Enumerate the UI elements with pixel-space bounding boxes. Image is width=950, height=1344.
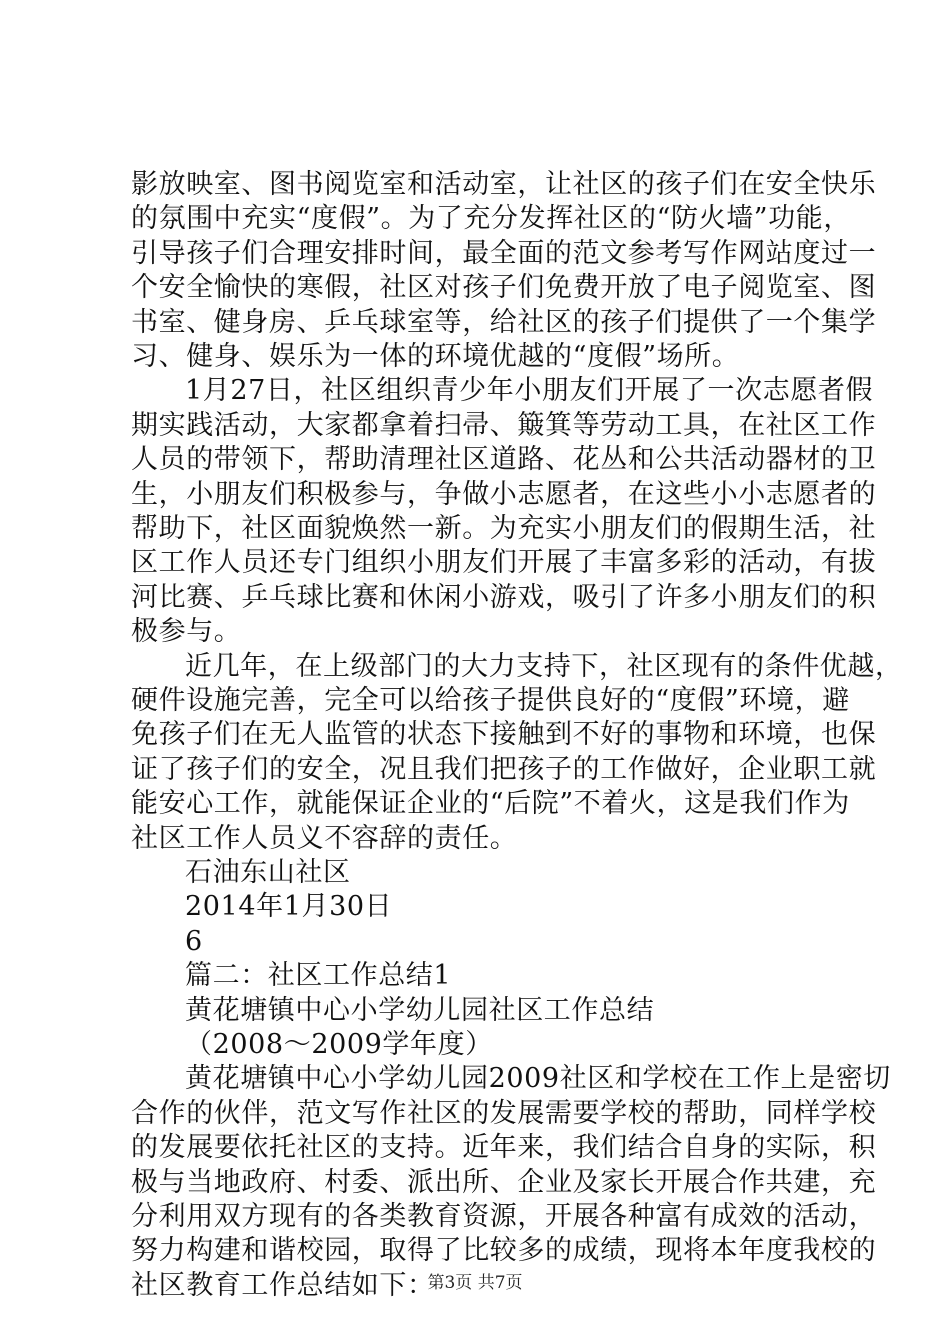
text-line: 引导孩子们合理安排时间，最全面的范文参考写作网站度过一 <box>131 237 877 269</box>
text-line: 近几年，在上级部门的大力支持下，社区现有的条件优越， <box>185 650 903 682</box>
text-line: 河比赛、乒乓球比赛和休闲小游戏，吸引了许多小朋友们的积 <box>131 581 877 613</box>
text-line: 人员的带领下，帮助清理社区道路、花丛和公共活动器材的卫 <box>131 444 877 476</box>
text-line: 2014年1月30日 <box>185 891 393 923</box>
text-line: 生，小朋友们积极参与，争做小志愿者，在这些小小志愿者的 <box>131 478 877 510</box>
paragraph <box>131 994 831 1028</box>
text-line: 黄花塘镇中心小学幼儿园社区工作总结 <box>185 994 655 1026</box>
text-line: 习、健身、娱乐为一体的环境优越的“度假”场所。 <box>131 341 740 373</box>
text-line: （2008～2009学年度） <box>185 1029 493 1060</box>
text-line: 努力构建和谐校园，取得了比较多的成绩，现将本年度我校的 <box>131 1235 877 1267</box>
text-line: 免孩子们在无人监管的状态下接触到不好的事物和环境，也保 <box>131 719 877 751</box>
text-line: 极参与。 <box>131 616 242 648</box>
paragraph <box>131 856 831 890</box>
text-line: 石油东山社区 <box>185 857 351 888</box>
paragraph <box>131 168 877 374</box>
paragraph <box>131 890 831 924</box>
text-line: 证了孩子们的安全，况且我们把孩子的工作做好，企业职工就 <box>131 753 877 785</box>
text-line: 个安全愉快的寒假，社区对孩子们免费开放了电子阅览室、图 <box>131 272 877 304</box>
text-line: 社区工作人员义不容辞的责任。 <box>131 822 518 854</box>
text-line: 1月27日，社区组织青少年小朋友们开展了一次志愿者假 <box>185 375 874 407</box>
text-line: 极与当地政府、村委、派出所、企业及家长开展合作共建，充 <box>131 1166 877 1198</box>
text-line: 能安心工作，就能保证企业的“后院”不着火，这是我们作为 <box>131 788 850 820</box>
text-line: 期实践活动，大家都拿着扫帚、簸箕等劳动工具，在社区工作 <box>131 409 877 441</box>
paragraph <box>131 959 831 993</box>
paragraph <box>131 650 903 856</box>
text-line: 黄花塘镇中心小学幼儿园2009社区和学校在工作上是密切 <box>185 1063 891 1095</box>
text-line: 合作的伙伴，范文写作社区的发展需要学校的帮助，同样学校 <box>131 1097 877 1129</box>
text-line: 的氛围中充实“度假”。为了充分发挥社区的“防火墙”功能， <box>131 203 852 235</box>
paragraph <box>131 925 831 959</box>
text-line: 6 <box>185 925 203 957</box>
text-line: 硬件设施完善，完全可以给孩子提供良好的“度假”环境，避 <box>131 685 850 716</box>
page-footer: 第3页 共7页 <box>427 1273 523 1293</box>
text-line: 分利用双方现有的各类教育资源，开展各种富有成效的活动， <box>131 1201 877 1233</box>
text-line: 书室、健身房、乒乓球室等，给社区的孩子们提供了一个集学 <box>131 306 877 338</box>
text-line: 的发展要依托社区的支持。近年来，我们结合自身的实际，积 <box>131 1132 877 1164</box>
text-line: 区工作人员还专门组织小朋友们开展了丰富多彩的活动，有拔 <box>131 547 877 579</box>
paragraph <box>131 374 877 649</box>
text-line: 社区教育工作总结如下： <box>131 1269 435 1301</box>
text-line: 篇二：社区工作总结1 <box>185 960 452 992</box>
text-line: 影放映室、图书阅览室和活动室，让社区的孩子们在安全快乐 <box>131 169 877 200</box>
text-line: 帮助下，社区面貌焕然一新。为充实小朋友们的假期生活，社 <box>131 513 877 545</box>
paragraph <box>131 1028 831 1062</box>
